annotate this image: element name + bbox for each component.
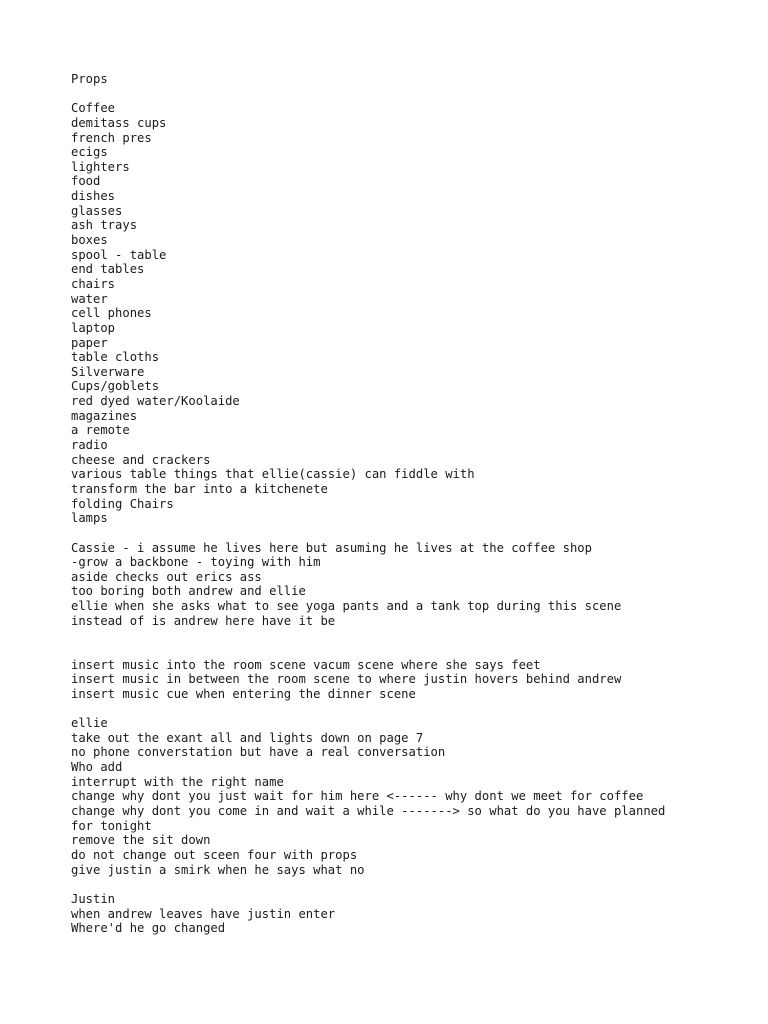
document-line: do not change out sceen four with props bbox=[71, 847, 358, 862]
document-line: remove the sit down bbox=[71, 833, 211, 848]
document-line: ash trays bbox=[71, 218, 138, 233]
document-line: transform the bar into a kitchenete bbox=[71, 481, 328, 496]
document-line: folding Chairs bbox=[71, 496, 174, 511]
blank-line bbox=[71, 702, 751, 717]
document-line: laptop bbox=[71, 320, 116, 335]
document-line: insert music cue when entering the dinner scene bbox=[71, 686, 416, 701]
blank-line bbox=[71, 526, 751, 541]
document-line: spool - table bbox=[71, 247, 167, 262]
document-line: french pres bbox=[71, 130, 152, 145]
document-line: too boring both andrew and ellie bbox=[71, 584, 306, 599]
document-line: paper bbox=[71, 335, 108, 350]
document-line: take out the exant all and lights down on page 7 bbox=[71, 730, 424, 745]
document-line: lamps bbox=[71, 511, 108, 526]
blank-line bbox=[71, 628, 751, 643]
document-line: radio bbox=[71, 438, 108, 453]
blank-line bbox=[71, 643, 751, 658]
document-line: magazines bbox=[71, 408, 138, 423]
document-line: change why dont you just wait for him here <------ why dont we meet for coffee bbox=[71, 789, 644, 804]
document-line: Cassie - i assume he lives here but asuming he lives at the coffee shop bbox=[71, 540, 592, 555]
document-line: Silverware bbox=[71, 364, 145, 379]
document-line: food bbox=[71, 174, 101, 189]
document-line: interrupt with the right name bbox=[71, 774, 284, 789]
document-line: ellie bbox=[71, 716, 108, 731]
document-line: -grow a backbone - toying with him bbox=[71, 555, 321, 570]
document-line: instead of is andrew here have it be bbox=[71, 613, 336, 628]
document-line: Props bbox=[71, 72, 108, 86]
document-line: ellie when she asks what to see yoga pants and a tank top during this scene bbox=[71, 599, 622, 614]
document-line: a remote bbox=[71, 423, 130, 438]
document-line: for tonight bbox=[71, 818, 152, 833]
document-line: Where'd he go changed bbox=[71, 921, 226, 936]
document-line: end tables bbox=[71, 262, 145, 277]
document-page bbox=[71, 72, 751, 936]
blank-line bbox=[71, 87, 751, 102]
document-line: Who add bbox=[71, 760, 123, 775]
document-line: Cups/goblets bbox=[71, 379, 160, 394]
document-line: red dyed water/Koolaide bbox=[71, 394, 240, 409]
document-line: table cloths bbox=[71, 350, 160, 365]
document-line: various table things that ellie(cassie) can fiddle with bbox=[71, 467, 475, 482]
document-line: demitass cups bbox=[71, 115, 167, 130]
document-line: cell phones bbox=[71, 306, 152, 321]
document-line: lighters bbox=[71, 159, 130, 174]
document-line: cheese and crackers bbox=[71, 452, 211, 467]
blank-line bbox=[71, 877, 751, 892]
document-line: insert music in between the room scene to where justin hovers behind andrew bbox=[71, 672, 622, 687]
document-line: Justin bbox=[71, 891, 116, 906]
document-line: dishes bbox=[71, 189, 116, 204]
document-line: when andrew leaves have justin enter bbox=[71, 906, 336, 921]
document-line: water bbox=[71, 291, 108, 306]
document-line: boxes bbox=[71, 233, 108, 248]
document-line: insert music into the room scene vacum scene where she says feet bbox=[71, 657, 541, 672]
document-line: no phone converstation but have a real conversation bbox=[71, 745, 446, 760]
document-line: ecigs bbox=[71, 145, 108, 160]
document-line: change why dont you come in and wait a while -------> so what do you have planned bbox=[71, 804, 666, 819]
document-line: Coffee bbox=[71, 101, 116, 116]
document-line: give justin a smirk when he says what no bbox=[71, 862, 365, 877]
document-line: aside checks out erics ass bbox=[71, 569, 262, 584]
document-line: chairs bbox=[71, 276, 116, 291]
document-line: glasses bbox=[71, 203, 123, 218]
